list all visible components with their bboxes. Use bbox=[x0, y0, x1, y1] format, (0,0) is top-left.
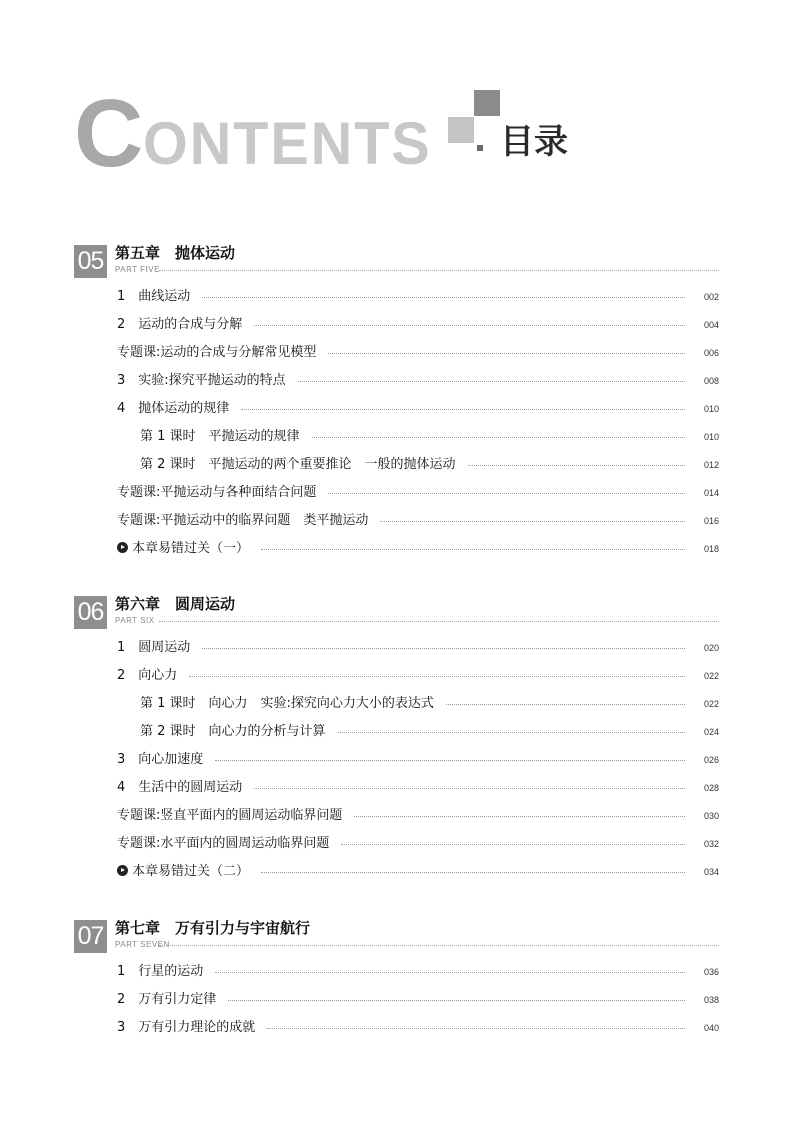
dot-leader bbox=[261, 549, 685, 550]
toc-entry-label bbox=[117, 780, 254, 796]
dot-leader bbox=[254, 788, 685, 789]
toc-page-number: 016 bbox=[703, 516, 719, 526]
toc-entry-text: 4 抛体运动的规律 bbox=[117, 401, 230, 416]
dot-leader bbox=[341, 844, 685, 845]
page-title: 目录 bbox=[500, 122, 568, 162]
chapter-divider bbox=[159, 945, 719, 946]
toc-entry-label bbox=[117, 964, 215, 980]
toc-entry[interactable] bbox=[74, 802, 719, 830]
decorative-square-light bbox=[448, 117, 474, 143]
toc-entry-text: 3 万有引力理论的成就 bbox=[117, 1020, 256, 1035]
chapter-number-badge: 06 bbox=[74, 596, 107, 629]
toc-entry-label bbox=[140, 724, 338, 740]
chapter-number-badge: 07 bbox=[74, 920, 107, 953]
dot-leader bbox=[446, 704, 685, 705]
dot-leader bbox=[298, 381, 685, 382]
dot-leader bbox=[267, 1028, 685, 1029]
toc-entry-text: 专题课:平抛运动与各种面结合问题 bbox=[117, 485, 317, 500]
toc-entry[interactable] bbox=[74, 367, 719, 395]
dot-leader bbox=[328, 493, 685, 494]
dot-leader bbox=[328, 353, 685, 354]
toc-entry-label bbox=[117, 808, 354, 824]
chapter-subtitle: PART SIX bbox=[115, 616, 155, 625]
chapter-title[interactable]: 第七章 万有引力与宇宙航行 bbox=[115, 919, 311, 937]
toc-page-number: 008 bbox=[703, 376, 719, 386]
toc-entry-text: 1 曲线运动 bbox=[117, 289, 191, 304]
contents-initial: C bbox=[74, 80, 142, 187]
toc-page-number: 024 bbox=[703, 727, 719, 737]
toc-entry[interactable] bbox=[74, 535, 719, 563]
toc-entry[interactable] bbox=[74, 423, 719, 451]
toc-page-number: 030 bbox=[703, 811, 719, 821]
toc-entry-label bbox=[117, 752, 215, 768]
chapter-divider bbox=[159, 270, 719, 271]
dot-leader bbox=[215, 760, 685, 761]
toc-entry[interactable] bbox=[74, 774, 719, 802]
toc-entry[interactable] bbox=[74, 690, 719, 718]
toc-entry-text: 第 1 课时 平抛运动的规律 bbox=[140, 429, 300, 444]
toc-entry[interactable] bbox=[74, 339, 719, 367]
dot-leader bbox=[215, 972, 685, 973]
toc-page-number: 032 bbox=[703, 839, 719, 849]
toc-page-number: 018 bbox=[703, 544, 719, 554]
chapter-divider bbox=[159, 621, 719, 622]
toc-page-number: 010 bbox=[703, 404, 719, 414]
toc-entry-text: 专题课:平抛运动中的临界问题 类平抛运动 bbox=[117, 513, 369, 528]
toc-page-number: 028 bbox=[703, 783, 719, 793]
toc-entry-text: 2 运动的合成与分解 bbox=[117, 317, 243, 332]
toc-list bbox=[74, 283, 719, 563]
toc-entry-label bbox=[117, 640, 202, 656]
toc-entry-label bbox=[117, 992, 228, 1008]
toc-entry[interactable] bbox=[74, 662, 719, 690]
toc-list bbox=[74, 634, 719, 886]
dot-leader bbox=[354, 816, 685, 817]
toc-entry[interactable] bbox=[74, 858, 719, 886]
dot-leader bbox=[380, 521, 685, 522]
toc-entry-label bbox=[117, 317, 254, 333]
toc-entry-label bbox=[140, 429, 312, 445]
chapter-subtitle: PART SEVEN bbox=[115, 940, 170, 949]
toc-entry-text: 第 2 课时 向心力的分析与计算 bbox=[140, 724, 326, 739]
toc-entry[interactable] bbox=[74, 718, 719, 746]
toc-page-number: 020 bbox=[703, 643, 719, 653]
toc-entry-label bbox=[117, 289, 202, 305]
toc-entry-text: 4 生活中的圆周运动 bbox=[117, 780, 243, 795]
toc-entry-text: 专题课:水平面内的圆周运动临界问题 bbox=[117, 836, 330, 851]
toc-entry-label bbox=[117, 345, 328, 361]
dot-leader bbox=[261, 872, 685, 873]
toc-page-number: 026 bbox=[703, 755, 719, 765]
toc-page-number: 034 bbox=[703, 867, 719, 877]
toc-entry[interactable] bbox=[74, 830, 719, 858]
toc-entry-label bbox=[117, 513, 380, 529]
toc-entry-text: 本章易错过关（一） bbox=[132, 541, 250, 556]
dot-leader bbox=[241, 409, 685, 410]
dot-leader bbox=[228, 1000, 685, 1001]
toc-page-number: 004 bbox=[703, 320, 719, 330]
toc-entry-label bbox=[140, 696, 446, 712]
toc-entry[interactable] bbox=[74, 1014, 719, 1042]
toc-entry[interactable] bbox=[74, 395, 719, 423]
toc-entry-label bbox=[117, 373, 298, 389]
toc-entry[interactable] bbox=[74, 746, 719, 774]
toc-entry-text: 3 实验:探究平抛运动的特点 bbox=[117, 373, 286, 388]
dot-leader bbox=[189, 676, 685, 677]
toc-entry-text: 2 万有引力定律 bbox=[117, 992, 217, 1007]
contents-header bbox=[74, 80, 594, 187]
toc-page-number: 022 bbox=[703, 671, 719, 681]
toc-entry[interactable] bbox=[74, 986, 719, 1014]
contents-rest: ONTENTS bbox=[143, 110, 432, 177]
toc-entry[interactable] bbox=[74, 479, 719, 507]
toc-entry[interactable] bbox=[74, 507, 719, 535]
toc-entry-label bbox=[117, 485, 328, 501]
toc-entry[interactable] bbox=[74, 634, 719, 662]
toc-entry[interactable] bbox=[74, 958, 719, 986]
decorative-square-dark bbox=[474, 90, 500, 116]
toc-entry-label bbox=[117, 401, 241, 417]
toc-entry[interactable] bbox=[74, 451, 719, 479]
toc-entry-text: 专题课:竖直平面内的圆周运动临界问题 bbox=[117, 808, 343, 823]
toc-entry[interactable] bbox=[74, 283, 719, 311]
dot-leader bbox=[468, 465, 685, 466]
toc-page-number: 006 bbox=[703, 348, 719, 358]
chapter-number-badge: 05 bbox=[74, 245, 107, 278]
toc-entry-label bbox=[117, 836, 341, 852]
toc-entry-label bbox=[117, 1020, 267, 1036]
dot-leader bbox=[202, 648, 685, 649]
play-circle-icon bbox=[117, 542, 128, 553]
toc-entry-text: 第 1 课时 向心力 实验:探究向心力大小的表达式 bbox=[140, 696, 434, 711]
toc-entry-text: 2 向心力 bbox=[117, 668, 178, 683]
toc-entry-label bbox=[117, 864, 261, 880]
dot-leader bbox=[338, 732, 685, 733]
toc-entry-text: 1 圆周运动 bbox=[117, 640, 191, 655]
decorative-square-tiny bbox=[477, 145, 483, 151]
dot-leader bbox=[202, 297, 685, 298]
dot-leader bbox=[312, 437, 685, 438]
toc-page-number: 002 bbox=[703, 292, 719, 302]
chapter-subtitle: PART FIVE bbox=[115, 265, 160, 274]
toc-page-number: 040 bbox=[703, 1023, 719, 1033]
toc-entry-text: 3 向心加速度 bbox=[117, 752, 204, 767]
toc-page-number: 014 bbox=[703, 488, 719, 498]
toc-entry-text: 本章易错过关（二） bbox=[132, 864, 250, 879]
toc-entry-text: 1 行星的运动 bbox=[117, 964, 204, 979]
chapter-title[interactable]: 第五章 抛体运动 bbox=[115, 244, 236, 262]
toc-entry-label bbox=[140, 457, 468, 473]
chapter-title[interactable]: 第六章 圆周运动 bbox=[115, 595, 236, 613]
toc-entry-text: 第 2 课时 平抛运动的两个重要推论 一般的抛体运动 bbox=[140, 457, 456, 472]
toc-page-number: 012 bbox=[703, 460, 719, 470]
toc-page-number: 022 bbox=[703, 699, 719, 709]
play-circle-icon bbox=[117, 865, 128, 876]
toc-page-number: 038 bbox=[703, 995, 719, 1005]
toc-entry-text: 专题课:运动的合成与分解常见模型 bbox=[117, 345, 317, 360]
toc-page-number: 036 bbox=[703, 967, 719, 977]
dot-leader bbox=[254, 325, 685, 326]
toc-list bbox=[74, 958, 719, 1042]
toc-entry-label bbox=[117, 668, 189, 684]
contents-wordmark bbox=[74, 80, 444, 187]
toc-entry-label bbox=[117, 541, 261, 557]
toc-page-number: 010 bbox=[703, 432, 719, 442]
toc-entry[interactable] bbox=[74, 311, 719, 339]
